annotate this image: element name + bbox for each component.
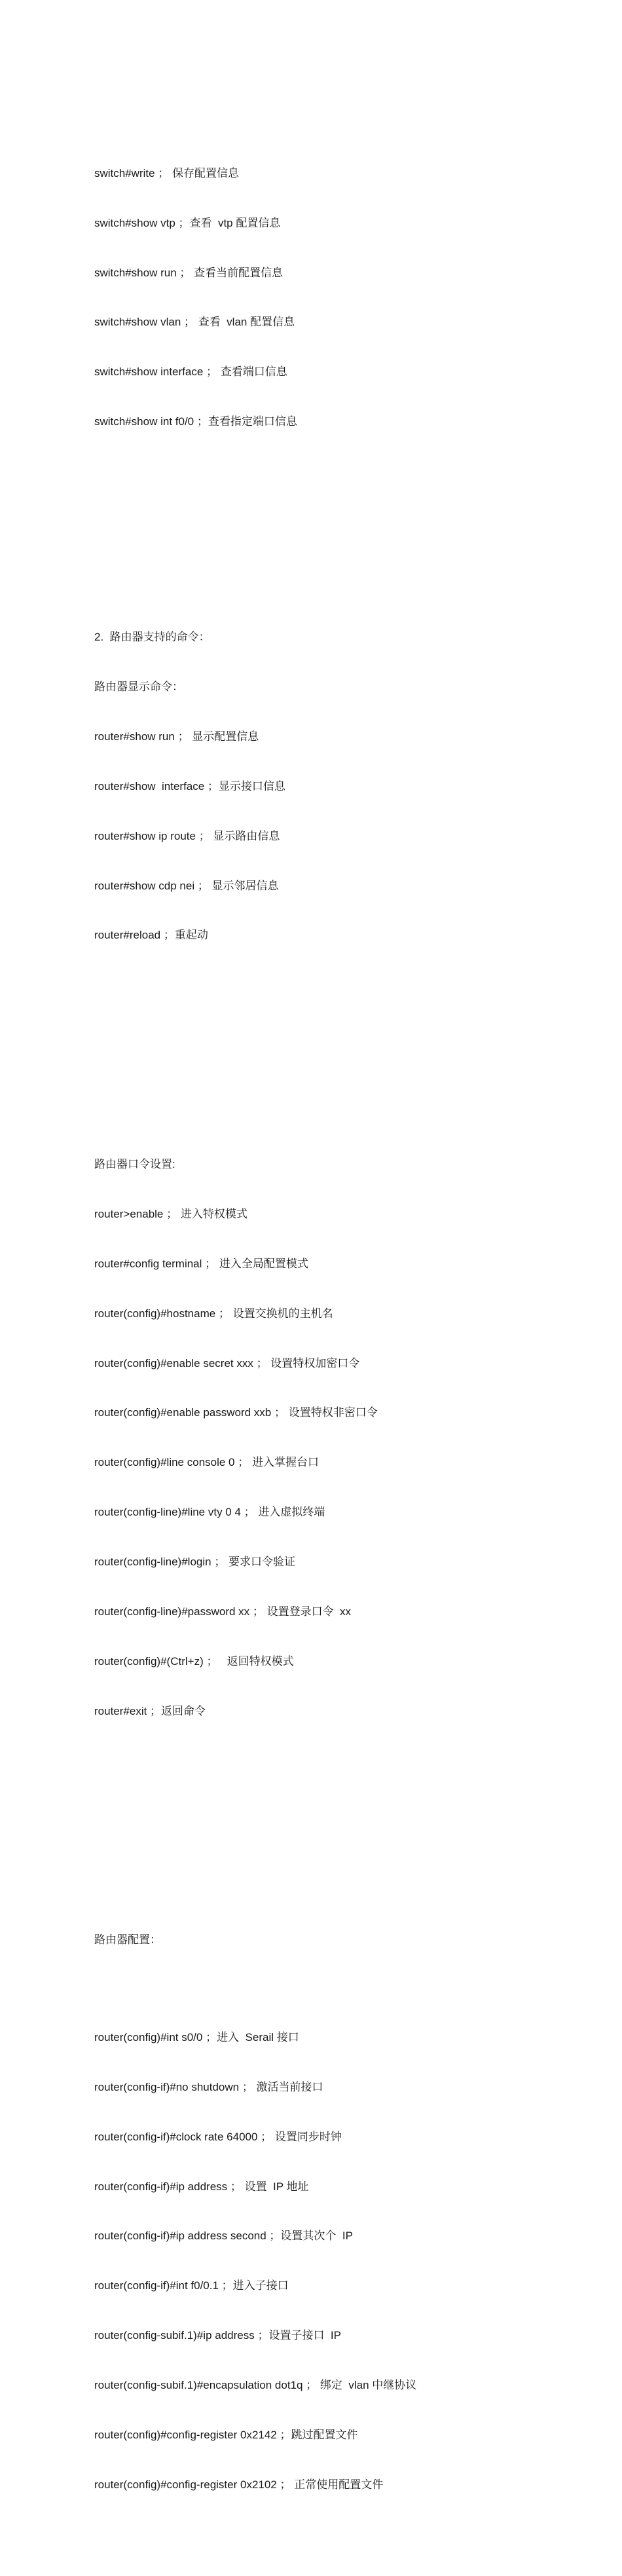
text-line: router(config)#enable password xxb ； 设置特权非密口令 bbox=[94, 1406, 378, 1419]
section-subheading: 路由器显示命令： bbox=[94, 680, 183, 693]
text-line: router#exit ；返回命令 bbox=[94, 1704, 206, 1717]
text-line: router(config-line)#password xx ； 设置登录口令 xx bbox=[94, 1605, 352, 1618]
text-line: router(config)#line console 0 ； 进入掌握台口 bbox=[94, 1456, 319, 1469]
text-line: router#show interface ；显示接口信息 bbox=[94, 779, 285, 793]
section-heading: 路由器配置： bbox=[94, 1933, 161, 1947]
text-line: router#show cdp nei ； 显示邻居信息 bbox=[94, 879, 279, 892]
text-line: router(config-if)#int f0/0.1 ；进入子接口 bbox=[94, 2279, 289, 2292]
text-line: switch#show run ； 查看当前配置信息 bbox=[94, 266, 284, 279]
blank-line bbox=[94, 1981, 566, 1996]
blank-line bbox=[94, 513, 566, 529]
section-heading: 路由器口令设置: bbox=[94, 1158, 175, 1170]
text-line: router(config-line)#login ； 要求口令验证 bbox=[94, 1556, 296, 1569]
text-line: router(config-if)#ip address ； 设置 IP 地址 bbox=[94, 2180, 309, 2193]
text-line: router(config-subif.1)#ip address ；设置子接口 IP bbox=[94, 2329, 341, 2342]
text-line: router(config)#config-register 0x2102 ； 正常使用配置文件 bbox=[94, 2478, 384, 2491]
text-line: router(config-if)#clock rate 64000 ； 设置同步时钟 bbox=[94, 2130, 342, 2143]
text-line: switch#show vtp ；查看 vtp 配置信息 bbox=[94, 216, 281, 229]
router-display-section bbox=[94, 596, 566, 977]
blank-line bbox=[94, 1026, 566, 1056]
text-line: router(config-if)#no shutdown ； 激活当前接口 bbox=[94, 2080, 323, 2093]
text-line: router>enable ； 进入特权模式 bbox=[94, 1207, 247, 1220]
switch-commands bbox=[94, 132, 566, 463]
document-body bbox=[94, 65, 566, 2576]
text-line: switch#write ； 保存配置信息 bbox=[94, 166, 240, 179]
router-password-section bbox=[94, 1123, 566, 1752]
text-line: router#reload ；重起动 bbox=[94, 929, 208, 942]
text-line: router(config)#enable secret xxx ； 设置特权加密口令 bbox=[94, 1356, 360, 1370]
text-line: switch#show vlan ； 查看 vlan 配置信息 bbox=[94, 316, 295, 329]
text-line: router(config-if)#ip address second ；设置其次个 IP bbox=[94, 2230, 353, 2243]
text-line: router#show run ； 显示配置信息 bbox=[94, 730, 259, 743]
text-line: switch#show interface ； 查看端口信息 bbox=[94, 365, 287, 379]
text-line: router(config)#(Ctrl+z) ； 返回特权模式 bbox=[94, 1654, 294, 1668]
text-line: switch#show int f0/0 ；查看指定端口信息 bbox=[94, 415, 297, 428]
text-line: router(config)#int s0/0 ；进入 Serail 接口 bbox=[94, 2030, 299, 2044]
router-config-section bbox=[94, 1899, 566, 2526]
text-line: router(config-subif.1)#encapsulation dot1q ； 绑定 vlan 中继协议 bbox=[94, 2379, 417, 2392]
text-line: router#show ip route ； 显示路由信息 bbox=[94, 829, 280, 842]
section-heading: 2. 路由器支持的命令： bbox=[94, 631, 210, 644]
text-line: router(config)#hostname ； 设置交换机的主机名 bbox=[94, 1307, 333, 1320]
text-line: router(config-line)#line vty 0 4 ； 进入虚拟终端 bbox=[94, 1506, 325, 1519]
text-line: router#config terminal ； 进入全局配置模式 bbox=[94, 1257, 308, 1270]
blank-line bbox=[94, 1802, 566, 1833]
text-line: router(config)#config-register 0x2142 ；跳过配置文件 bbox=[94, 2428, 358, 2441]
